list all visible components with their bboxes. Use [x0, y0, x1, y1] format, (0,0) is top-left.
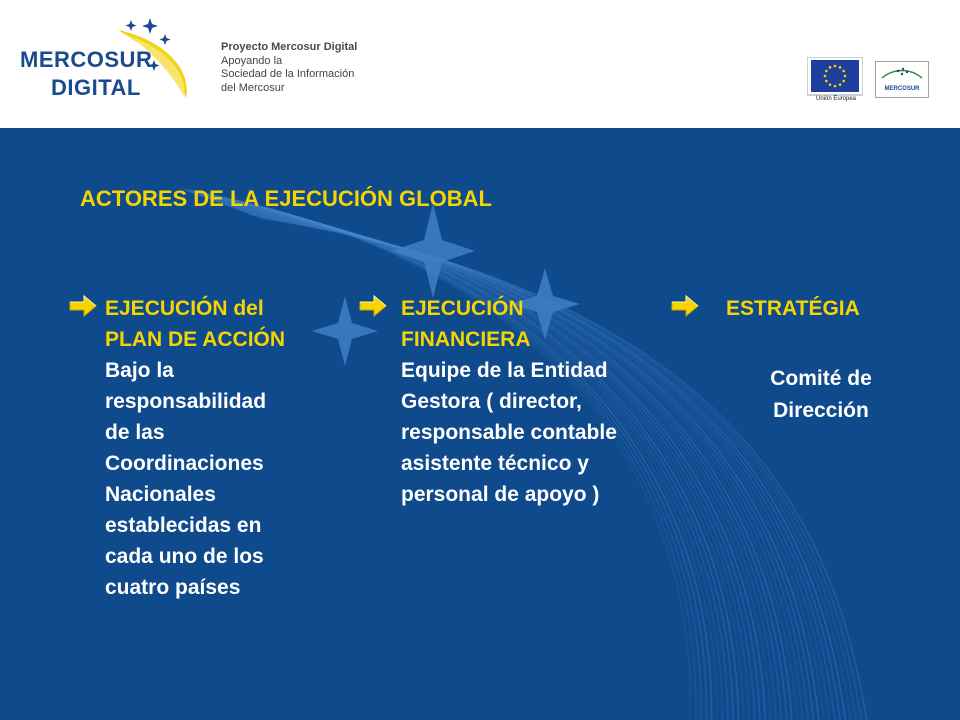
eu-star-icon [839, 83, 842, 86]
header [0, 0, 960, 128]
eu-star-icon [824, 75, 827, 78]
column-text: cuatro países [105, 576, 241, 599]
column-text: Comité de [770, 367, 872, 390]
column-text: cada uno de los [105, 545, 264, 568]
mercosur-digital-logo [0, 0, 205, 128]
slide-body [0, 128, 960, 720]
eu-star-icon [844, 75, 847, 78]
logo-text-line1: MERCOSUR [20, 47, 153, 72]
column-text: responsable contable [401, 421, 617, 444]
project-line: Apoyando la [221, 54, 283, 67]
column-text: Coordinaciones [105, 452, 264, 475]
eu-star-icon [825, 70, 828, 73]
project-line: del Mercosur [221, 81, 285, 94]
column-text: Bajo la [105, 359, 174, 382]
mercosur-partner-logo [875, 61, 929, 98]
column-estrategia-body [746, 363, 896, 427]
column-text: responsabilidad [105, 390, 267, 413]
column-text: personal de apoyo ) [401, 483, 600, 506]
column-heading: FINANCIERA [401, 328, 531, 351]
column-text: Dirección [773, 399, 869, 422]
eu-star-icon [842, 80, 845, 83]
eu-star-icon [834, 65, 837, 68]
column-heading: EJECUCIÓN [401, 297, 524, 320]
eu-star-icon [829, 66, 832, 69]
eu-star-icon [839, 66, 842, 69]
arrow-right-icon [358, 291, 388, 321]
eu-star-icon [829, 83, 832, 86]
eu-star-icon [825, 80, 828, 83]
column-financiera [401, 293, 691, 510]
column-plan-de-accion [105, 293, 345, 603]
column-text: Gestora ( director, [401, 390, 582, 413]
mercosur-label: MERCOSUR [884, 86, 920, 92]
slide-title: ACTORES DE LA EJECUCIÓN GLOBAL [80, 186, 492, 211]
column-text: de las [105, 421, 165, 444]
column-text: asistente técnico y [401, 452, 589, 475]
eu-label: Unión Europea [815, 96, 857, 102]
arrow-right-icon [68, 291, 98, 321]
column-heading: EJECUCIÓN del [105, 297, 264, 320]
column-heading: ESTRATÉGIA [726, 297, 860, 320]
eu-star-icon [842, 70, 845, 73]
project-line: Sociedad de la Información [221, 68, 355, 80]
column-text: Equipe de la Entidad [401, 359, 608, 382]
eu-star-icon [834, 85, 837, 88]
project-title: Proyecto Mercosur Digital [221, 41, 358, 53]
mercosur-stars-icon [876, 62, 928, 84]
column-text: Nacionales [105, 483, 216, 506]
column-text: establecidas en [105, 514, 262, 537]
column-heading: PLAN DE ACCIÓN [105, 328, 286, 351]
project-description [221, 41, 357, 95]
logo-text-line2: DIGITAL [51, 75, 141, 100]
